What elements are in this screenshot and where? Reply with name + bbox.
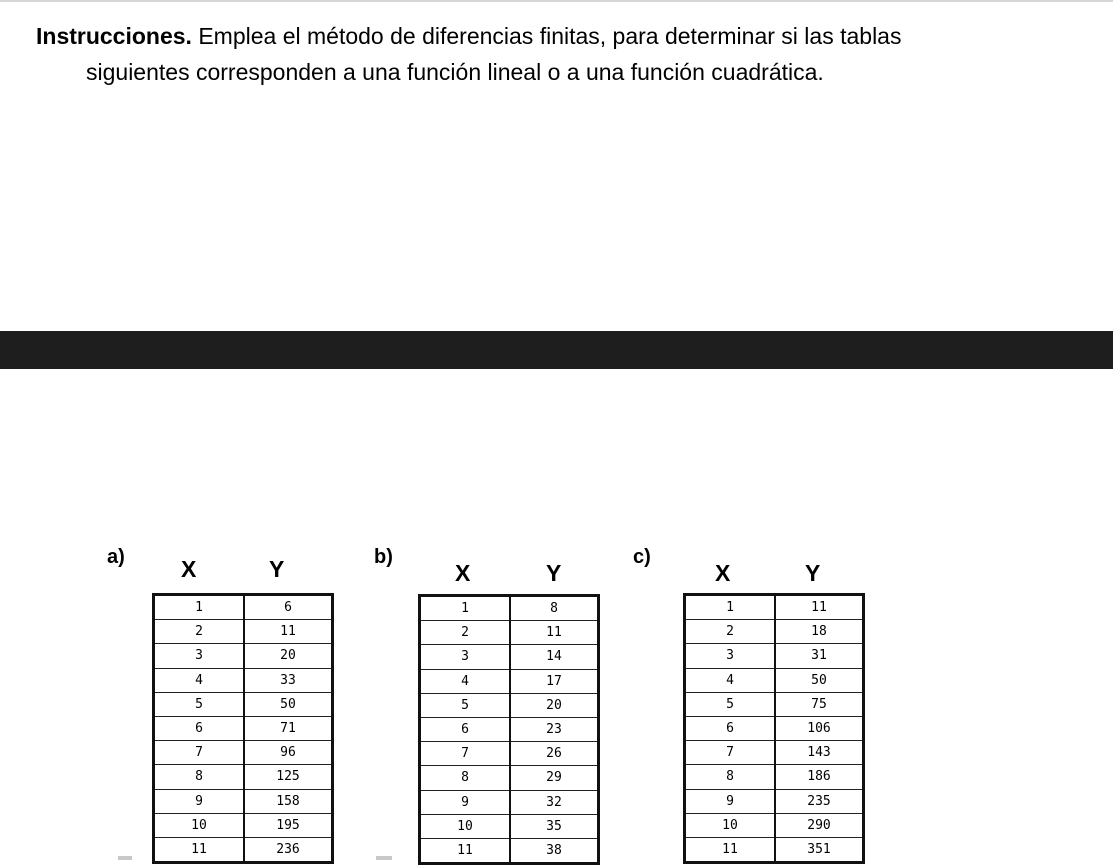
- table-cell-x: 1: [685, 595, 776, 620]
- table-cell-y: 236: [244, 837, 333, 862]
- dark-band: [0, 331, 1113, 369]
- table-row: [154, 692, 333, 716]
- table-cell-x: 8: [154, 765, 245, 789]
- instructions-paragraph: [36, 18, 1036, 90]
- table-cell-y: 11: [775, 595, 864, 620]
- table-row: [420, 669, 599, 693]
- table-cell-y: 38: [510, 838, 599, 863]
- table-cell-y: 143: [775, 741, 864, 765]
- table-a-header-x: X: [181, 556, 197, 582]
- table-row: [154, 741, 333, 765]
- table-row: [154, 789, 333, 813]
- table-cell-y: 96: [244, 741, 333, 765]
- table-cell-y: 18: [775, 620, 864, 644]
- table-cell-y: 11: [244, 620, 333, 644]
- table-cell-x: 4: [685, 668, 776, 692]
- table-row: [154, 837, 333, 862]
- top-rule: [0, 0, 1113, 2]
- table-row: [685, 741, 864, 765]
- table-cell-x: 5: [154, 692, 245, 716]
- table-cell-x: 11: [420, 838, 511, 863]
- table-c-header-x: X: [715, 560, 731, 586]
- table-cell-y: 14: [510, 645, 599, 669]
- table-cell-y: 106: [775, 716, 864, 740]
- table-b-letter: b): [374, 546, 393, 568]
- table-c: [683, 593, 865, 864]
- table-cell-x: 10: [420, 814, 511, 838]
- table-cell-y: 125: [244, 765, 333, 789]
- table-row: [420, 621, 599, 645]
- table-cell-x: 5: [420, 693, 511, 717]
- table-cell-x: 2: [154, 620, 245, 644]
- table-cell-x: 1: [154, 595, 245, 620]
- table-cell-y: 20: [510, 693, 599, 717]
- table-cell-x: 6: [154, 716, 245, 740]
- table-row: [420, 596, 599, 621]
- table-cell-y: 71: [244, 716, 333, 740]
- table-cell-y: 50: [244, 692, 333, 716]
- table-row: [154, 668, 333, 692]
- table-cell-y: 31: [775, 644, 864, 668]
- table-cell-x: 10: [685, 813, 776, 837]
- table-cell-x: 3: [685, 644, 776, 668]
- table-cell-y: 195: [244, 813, 333, 837]
- table-cell-x: 7: [420, 742, 511, 766]
- table-cell-y: 35: [510, 814, 599, 838]
- table-row: [154, 813, 333, 837]
- table-row: [685, 668, 864, 692]
- table-a-header-y: Y: [269, 556, 285, 582]
- table-cell-x: 6: [685, 716, 776, 740]
- table-cell-y: 8: [510, 596, 599, 621]
- table-row: [154, 716, 333, 740]
- instructions-lead: Instrucciones.: [36, 23, 192, 49]
- table-cell-x: 4: [154, 668, 245, 692]
- table-c-letter: c): [633, 546, 651, 568]
- table-cell-y: 11: [510, 621, 599, 645]
- table-b-header-y: Y: [546, 560, 562, 586]
- table-row: [154, 765, 333, 789]
- table-cell-y: 33: [244, 668, 333, 692]
- table-b: [418, 594, 600, 865]
- table-cell-y: 29: [510, 766, 599, 790]
- table-row: [420, 814, 599, 838]
- table-row: [685, 716, 864, 740]
- table-row: [685, 765, 864, 789]
- table-cell-y: 20: [244, 644, 333, 668]
- table-cell-x: 11: [154, 837, 245, 862]
- table-cell-x: 9: [420, 790, 511, 814]
- table-cell-x: 8: [685, 765, 776, 789]
- table-cell-y: 32: [510, 790, 599, 814]
- table-cell-x: 11: [685, 837, 776, 862]
- table-cell-x: 3: [420, 645, 511, 669]
- table-cell-y: 23: [510, 717, 599, 741]
- table-cell-x: 9: [154, 789, 245, 813]
- table-cell-y: 186: [775, 765, 864, 789]
- table-cell-x: 9: [685, 789, 776, 813]
- table-row: [685, 692, 864, 716]
- table-row: [154, 595, 333, 620]
- table-cell-x: 2: [420, 621, 511, 645]
- table-cell-x: 8: [420, 766, 511, 790]
- bottom-mark: [376, 856, 392, 860]
- table-row: [420, 838, 599, 863]
- table-row: [154, 620, 333, 644]
- bottom-mark: [118, 856, 132, 860]
- table-row: [685, 620, 864, 644]
- table-row: [685, 644, 864, 668]
- table-cell-y: 50: [775, 668, 864, 692]
- table-cell-x: 1: [420, 596, 511, 621]
- table-a-letter: a): [107, 546, 125, 568]
- table-row: [420, 693, 599, 717]
- table-cell-y: 235: [775, 789, 864, 813]
- table-cell-y: 6: [244, 595, 333, 620]
- table-cell-x: 7: [685, 741, 776, 765]
- table-cell-x: 5: [685, 692, 776, 716]
- table-a: [152, 593, 334, 864]
- table-cell-y: 158: [244, 789, 333, 813]
- table-b-header-x: X: [455, 560, 471, 586]
- table-cell-x: 7: [154, 741, 245, 765]
- table-row: [420, 766, 599, 790]
- table-cell-y: 75: [775, 692, 864, 716]
- table-row: [685, 813, 864, 837]
- table-cell-y: 17: [510, 669, 599, 693]
- table-row: [420, 790, 599, 814]
- table-cell-x: 2: [685, 620, 776, 644]
- table-row: [685, 789, 864, 813]
- instructions-line-1: Emplea el método de diferencias finitas, para determinar si las tablas: [198, 23, 902, 49]
- table-cell-y: 351: [775, 837, 864, 862]
- table-cell-x: 10: [154, 813, 245, 837]
- table-row: [154, 644, 333, 668]
- table-row: [420, 742, 599, 766]
- table-c-header-y: Y: [805, 560, 821, 586]
- table-row: [685, 595, 864, 620]
- table-row: [685, 837, 864, 862]
- table-cell-x: 4: [420, 669, 511, 693]
- instructions-line-2: siguientes corresponden a una función lineal o a una función cuadrática.: [86, 59, 824, 85]
- table-row: [420, 645, 599, 669]
- table-cell-x: 3: [154, 644, 245, 668]
- table-row: [420, 717, 599, 741]
- table-cell-x: 6: [420, 717, 511, 741]
- table-cell-y: 26: [510, 742, 599, 766]
- table-cell-y: 290: [775, 813, 864, 837]
